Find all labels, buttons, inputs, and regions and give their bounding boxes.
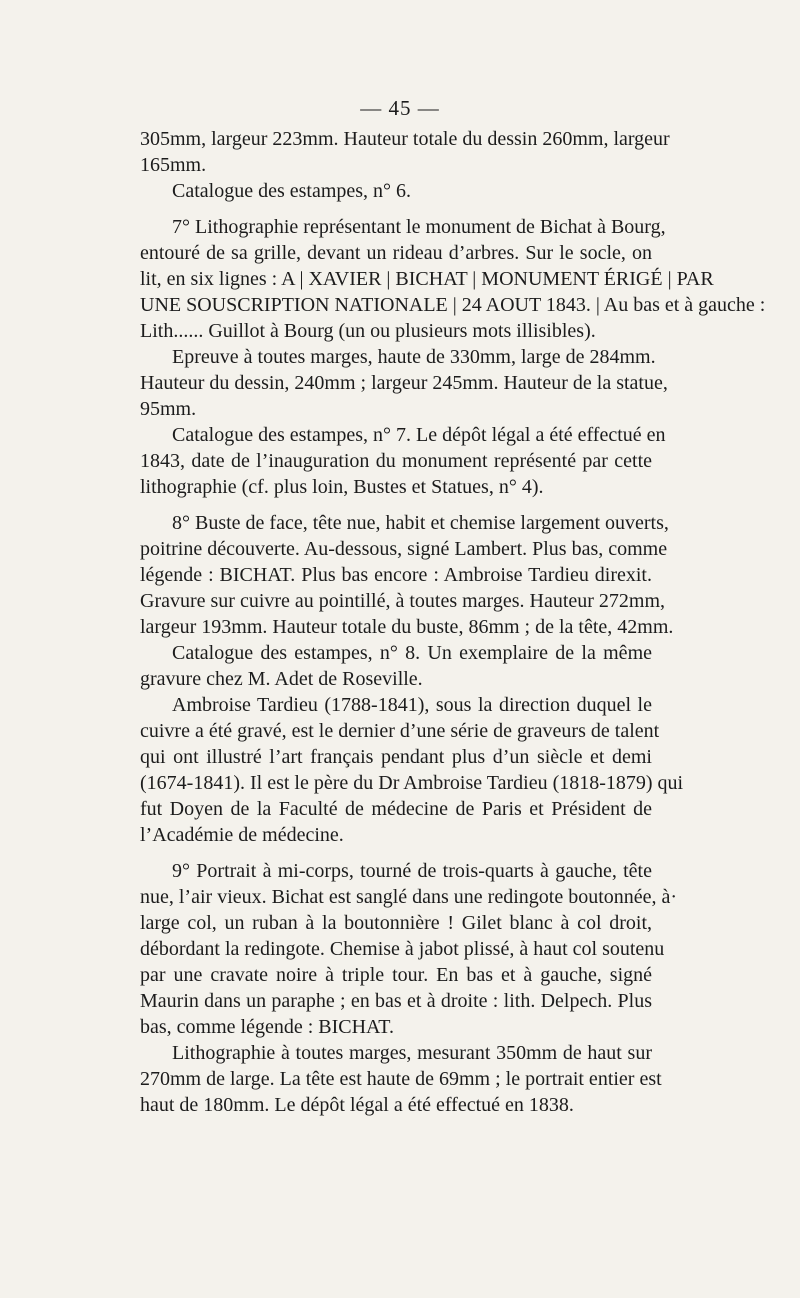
text-line: 95mm. — [140, 398, 197, 420]
text-line: lit, en six lignes : A | XAVIER | BICHAT | MONUMENT ÉRIGÉ | PAR — [140, 268, 714, 290]
text-line: Gravure sur cuivre au pointillé, à toutes marges. Hauteur 272mm, — [140, 590, 666, 612]
text-line: 270mm de large. La tête est haute de 69mm ; le portrait entier est — [140, 1068, 662, 1090]
text-line: 8° Buste de face, tête nue, habit et chemise largement ouverts, — [172, 512, 669, 534]
body-text — [140, 126, 766, 1118]
text-line: Lithographie à toutes marges, mesurant 350mm de haut sur — [172, 1042, 652, 1064]
text-line: Catalogue des estampes, n° 6. — [172, 180, 412, 202]
text-line: l’Académie de médecine. — [140, 824, 344, 846]
text-line: 9° Portrait à mi-corps, tourné de trois-quarts à gauche, tête — [172, 860, 652, 882]
text-line: 305mm, largeur 223mm. Hauteur totale du dessin 260mm, largeur — [140, 128, 670, 150]
text-line: Hauteur du dessin, 240mm ; largeur 245mm. Hauteur de la statue, — [140, 372, 668, 394]
text-line: Ambroise Tardieu (1788-1841), sous la direction duquel le — [172, 694, 652, 716]
text-line: largeur 193mm. Hauteur totale du buste, 86mm ; de la tête, 42mm. — [140, 616, 674, 638]
text-line: gravure chez M. Adet de Roseville. — [140, 668, 423, 690]
text-line: large col, un ruban à la boutonnière ! Gilet blanc à col droit, — [140, 912, 652, 934]
text-line: lithographie (cf. plus loin, Bustes et Statues, n° 4). — [140, 476, 544, 498]
text-line: 165mm. — [140, 154, 207, 176]
text-line: qui ont illustré l’art français pendant plus d’un siècle et demi — [140, 746, 652, 768]
text-line: Maurin dans un paraphe ; en bas et à droite : lith. Delpech. Plus — [140, 990, 652, 1012]
text-line: 7° Lithographie représentant le monument de Bichat à Bourg, — [172, 216, 666, 238]
text-line: cuivre a été gravé, est le dernier d’une série de graveurs de talent — [140, 720, 660, 742]
text-line: haut de 180mm. Le dépôt légal a été effectué en 1838. — [140, 1094, 574, 1116]
text-line: entouré de sa grille, devant un rideau d’arbres. Sur le socle, on — [140, 242, 652, 264]
paragraph-gap — [140, 204, 652, 214]
text-line: Epreuve à toutes marges, haute de 330mm, large de 284mm. — [172, 346, 656, 368]
page-number: — 45 — — [360, 96, 440, 120]
text-line: fut Doyen de la Faculté de médecine de Paris et Président de — [140, 798, 652, 820]
text-line: nue, l’air vieux. Bichat est sanglé dans une redingote boutonnée, à· — [140, 886, 678, 908]
text-line: légende : BICHAT. Plus bas encore : Ambroise Tardieu direxit. — [140, 564, 652, 586]
paragraph-gap — [140, 848, 652, 858]
text-line: (1674-1841). Il est le père du Dr Ambroise Tardieu (1818-1879) qui — [140, 772, 684, 794]
text-line: UNE SOUSCRIPTION NATIONALE | 24 AOUT 1843. | Au bas et à gauche : — [140, 294, 766, 316]
paragraph-gap — [140, 500, 652, 510]
text-line: par une cravate noire à triple tour. En bas et à gauche, signé — [140, 964, 652, 986]
text-line: poitrine découverte. Au-dessous, signé Lambert. Plus bas, comme — [140, 538, 668, 560]
text-line: 1843, date de l’inauguration du monument représenté par cette — [140, 450, 652, 472]
text-line: Catalogue des estampes, n° 7. Le dépôt légal a été effectué en — [172, 424, 666, 446]
text-line: bas, comme légende : BICHAT. — [140, 1016, 395, 1038]
text-line: Lith...... Guillot à Bourg (un ou plusieurs mots illisibles). — [140, 320, 596, 342]
text-line: débordant la redingote. Chemise à jabot plissé, à haut col soutenu — [140, 938, 665, 960]
text-line: Catalogue des estampes, n° 8. Un exemplaire de la même — [172, 642, 652, 664]
